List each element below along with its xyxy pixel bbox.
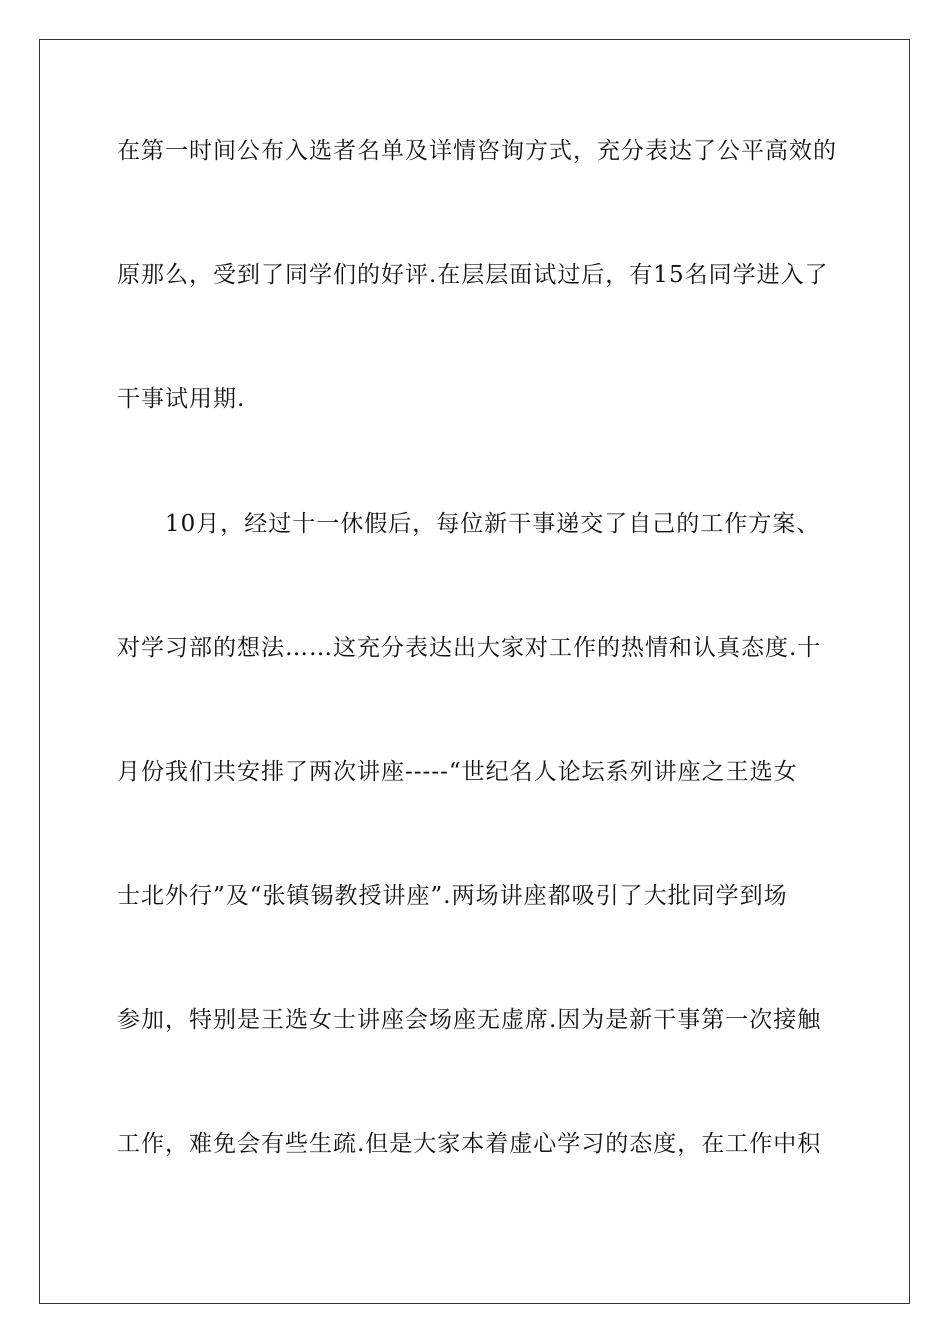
paragraph-line: 在第一时间公布入选者名单及详情咨询方式，充分表达了公平高效的 <box>117 138 837 164</box>
paragraph-line: 月份我们共安排了两次讲座-----“世纪名人论坛系列讲座之王选女 <box>117 759 798 785</box>
page-border <box>39 39 910 1304</box>
paragraph-line: 干事试用期. <box>117 386 246 412</box>
paragraph-line: 工作，难免会有些生疏.但是大家本着虚心学习的态度，在工作中积 <box>117 1131 822 1157</box>
paragraph-line: 对学习部的想法……这充分表达出大家对工作的热情和认真态度.十 <box>117 635 822 661</box>
paragraph-line: 参加，特别是王选女士讲座会场座无虚席.因为是新干事第一次接触 <box>117 1007 822 1033</box>
paragraph-line: 原那么，受到了同学们的好评.在层层面试过后，有15名同学进入了 <box>117 262 829 288</box>
paragraph-line: 10月，经过十一休假后，每位新干事递交了自己的工作方案、 <box>165 511 821 537</box>
paragraph-line: 士北外行”及“张镇锡教授讲座”.两场讲座都吸引了大批同学到场 <box>117 883 788 909</box>
